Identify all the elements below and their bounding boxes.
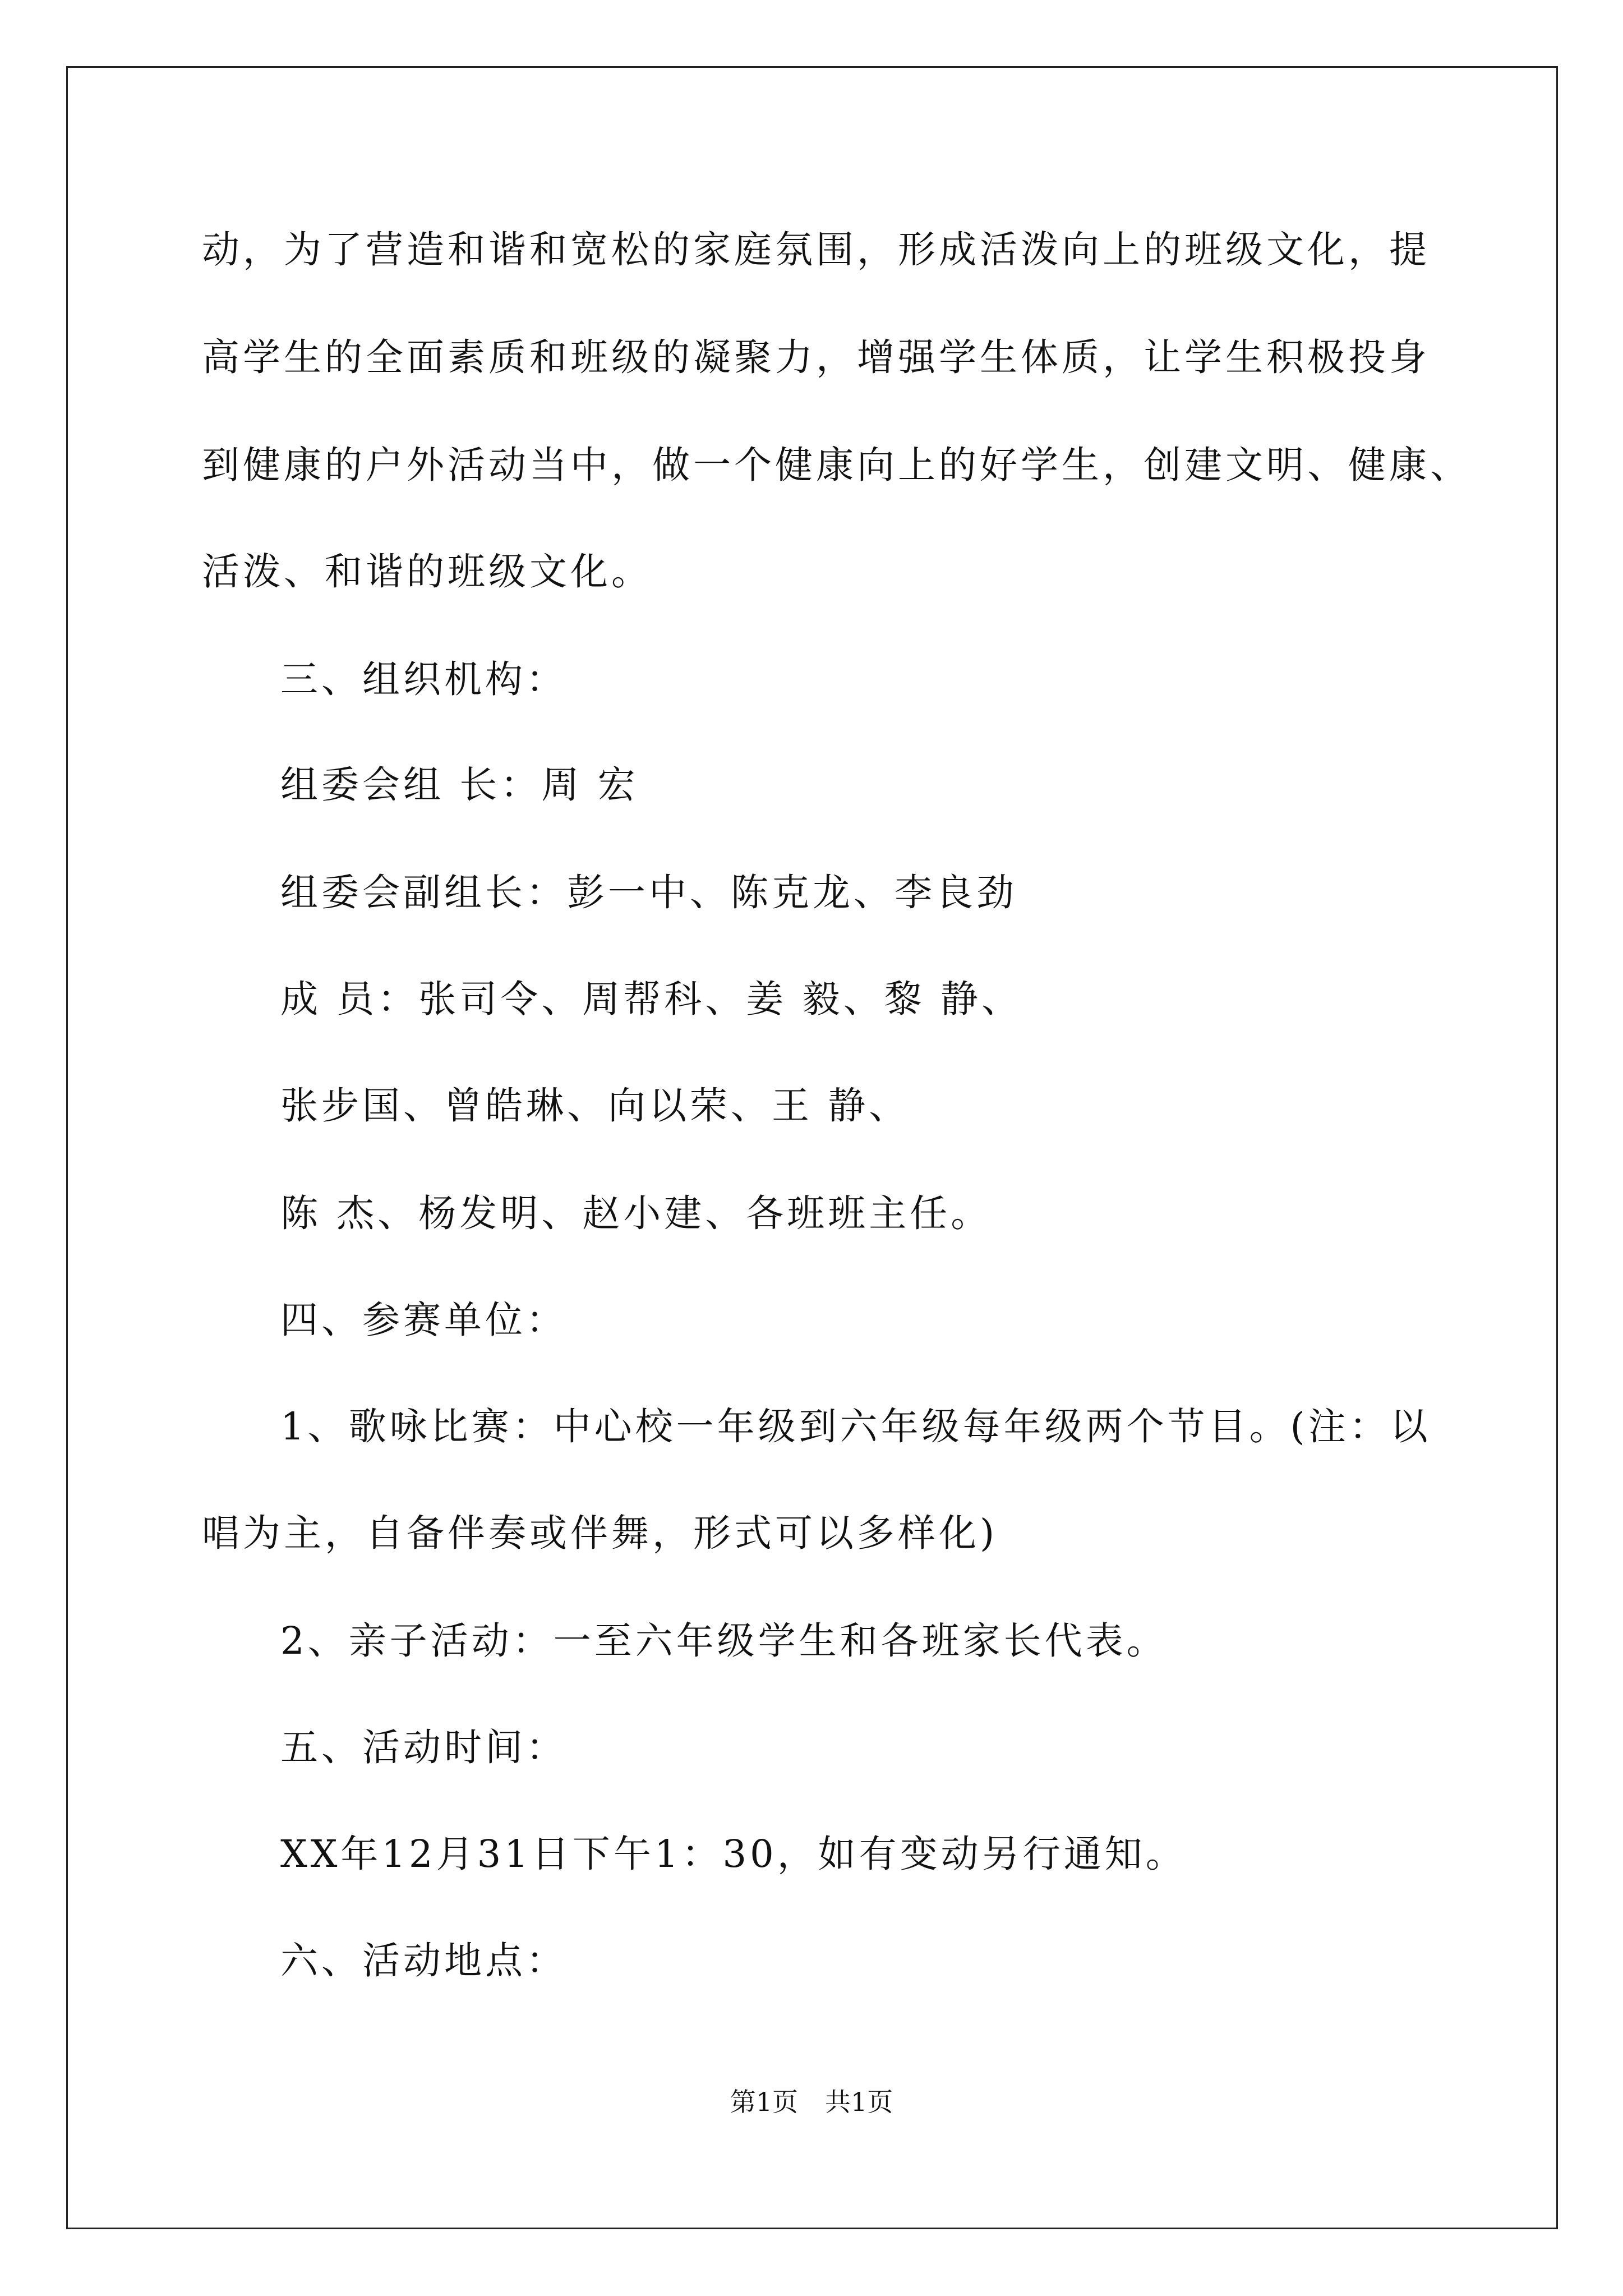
paragraph-line: 张步国、曾皓琳、向以荣、王 静、: [280, 1084, 910, 1128]
page-number: 第1页: [730, 2087, 798, 2117]
paragraph-line: 2、亲子活动：一至六年级学生和各班家长代表。: [280, 1619, 1168, 1663]
paragraph-line: 组委会副组长：彭一中、陈克龙、李良劲: [280, 871, 1017, 914]
paragraph-line: 活泼、和谐的班级文化。: [202, 550, 652, 593]
paragraph-line: 到健康的户外活动当中，做一个健康向上的好学生，创建文明、健康、: [202, 443, 1471, 487]
section-heading: 四、参赛单位：: [280, 1298, 567, 1342]
page-total: 共1页: [825, 2087, 893, 2117]
paragraph-line: 高学生的全面素质和班级的凝聚力，增强学生体质，让学生积极投身: [202, 335, 1430, 379]
paragraph-line: 唱为主，自备伴奏或伴舞，形式可以多样化): [202, 1511, 998, 1555]
paragraph-line: 动，为了营造和谐和宽松的家庭氛围，形成活泼向上的班级文化，提: [202, 228, 1430, 272]
paragraph-line: 1、歌咏比赛：中心校一年级到六年级每年级两个节目。(注：以: [280, 1405, 1431, 1448]
paragraph-line: XX年12月31日下午1：30，如有变动另行通知。: [280, 1832, 1187, 1876]
section-heading: 六、活动地点：: [280, 1939, 567, 1982]
page-footer: [0, 2088, 1623, 2116]
paragraph-line: 成 员：张司令、周帮科、姜 毅、黎 静、: [280, 977, 1022, 1021]
section-heading: 五、活动时间：: [280, 1726, 567, 1769]
paragraph-line: 组委会组 长：周 宏: [280, 763, 639, 807]
paragraph-line: 陈 杰、杨发明、赵小建、各班班主任。: [280, 1191, 992, 1235]
section-heading: 三、组织机构：: [280, 657, 567, 701]
page-border: [66, 66, 1558, 2229]
